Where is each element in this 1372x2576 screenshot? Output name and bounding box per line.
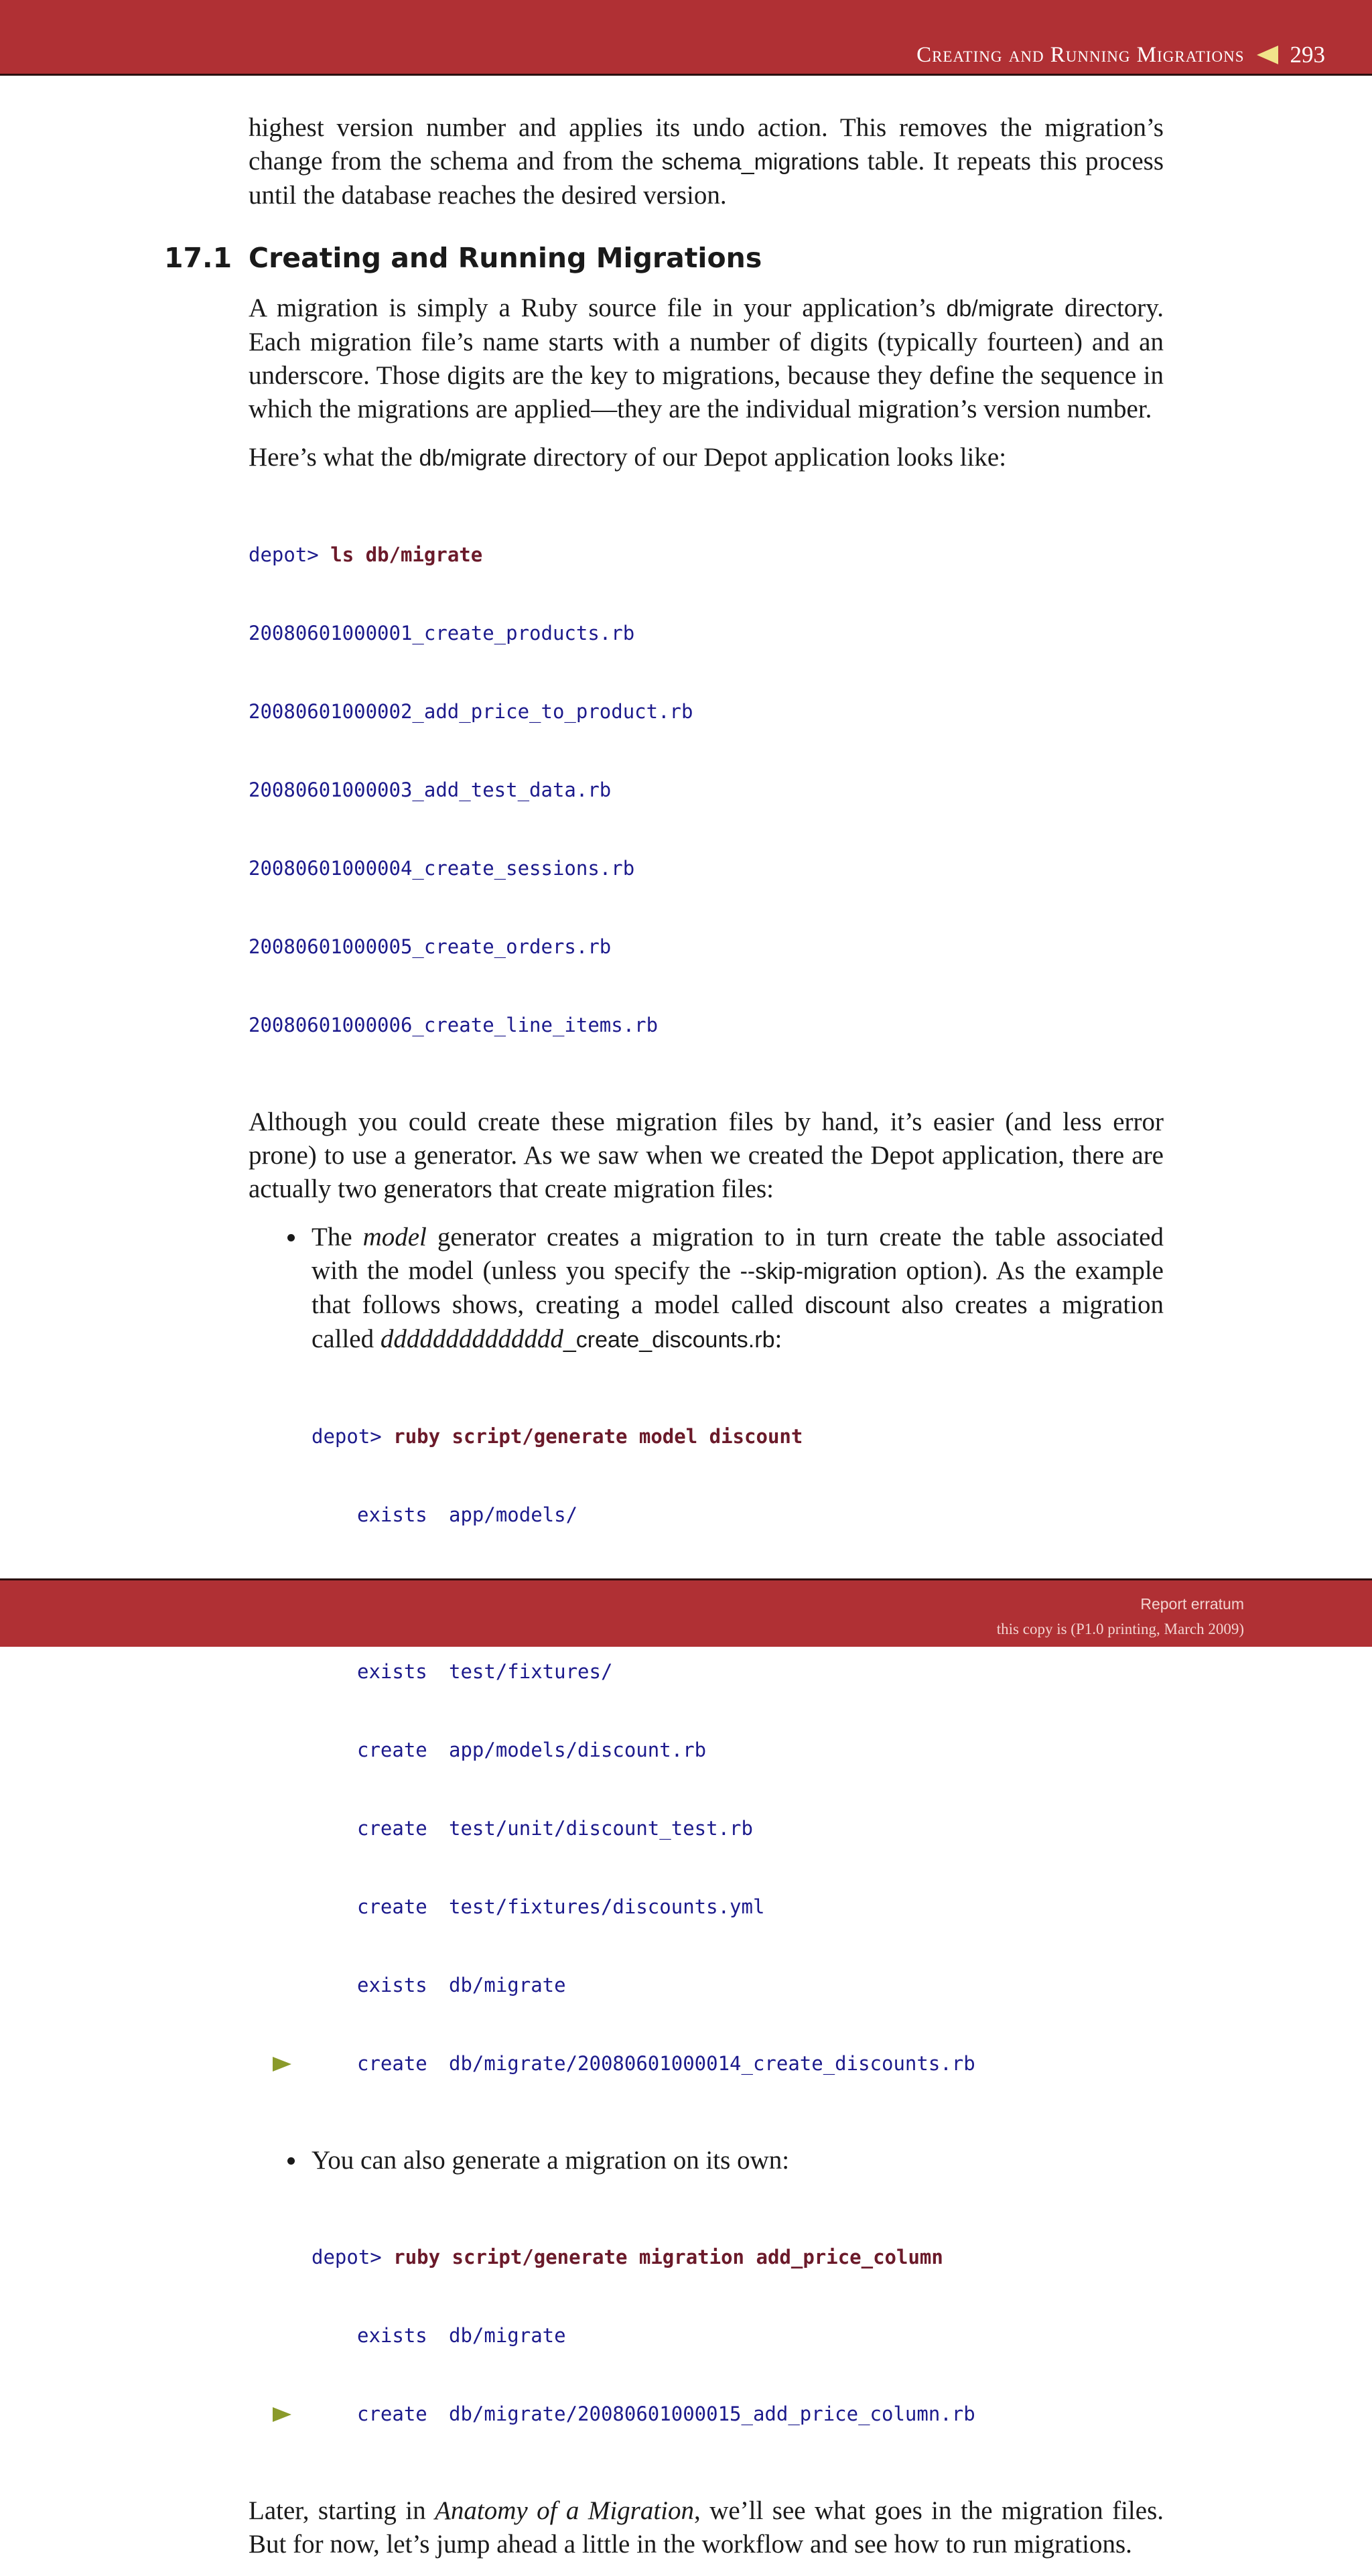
generator-verb: exists bbox=[357, 1974, 427, 1996]
generator-verb: create bbox=[357, 2402, 427, 2425]
anatomy-link-text[interactable]: Anatomy of a Migration bbox=[435, 2496, 695, 2525]
code-line bbox=[312, 1816, 1164, 1842]
code-line-highlighted bbox=[312, 2051, 1164, 2077]
running-head bbox=[916, 42, 1325, 68]
schema-migrations-term: schema_migrations bbox=[661, 149, 860, 175]
paragraph-2 bbox=[249, 441, 1164, 475]
section-heading bbox=[164, 239, 1164, 277]
bullet1-text-4: also creates a migration called bbox=[312, 1290, 1164, 1353]
prompt: depot> bbox=[312, 1425, 382, 1448]
code-line bbox=[312, 1424, 1164, 1450]
para2-text-1: Here’s what the bbox=[249, 443, 419, 472]
code-line bbox=[249, 620, 1164, 647]
generator-path: db/migrate/20080601000014_create_discounts.rb bbox=[449, 2052, 975, 2075]
model-term: model bbox=[362, 1223, 427, 1251]
copy-note: this copy is (P1.0 printing, March 2009) bbox=[996, 1621, 1244, 1637]
section-number: 17.1 bbox=[164, 242, 232, 274]
intro-text-2: table. It repeats this process until the database reaches the desired version. bbox=[249, 147, 1164, 210]
bullet-list bbox=[312, 1221, 1164, 2480]
running-title: Creating and Running Migrations bbox=[916, 42, 1245, 67]
digits-placeholder: dddddddddddddd bbox=[380, 1325, 563, 1353]
generator-verb: create bbox=[357, 1817, 427, 1840]
migration-file: 20080601000006_create_line_items.rb bbox=[249, 1014, 659, 1036]
header-band bbox=[0, 0, 1372, 76]
code-line bbox=[249, 1012, 1164, 1038]
command: ruby script/generate migration add_price_column bbox=[393, 2246, 943, 2268]
code-line bbox=[249, 542, 1164, 568]
generator-path: db/migrate bbox=[449, 1974, 566, 1996]
prompt: depot> bbox=[249, 543, 319, 566]
code-line bbox=[312, 1972, 1164, 1998]
migration-file: 20080601000005_create_orders.rb bbox=[249, 935, 612, 958]
code-line bbox=[249, 777, 1164, 803]
prompt: depot> bbox=[312, 2246, 382, 2268]
highlight-arrow-icon bbox=[273, 2057, 291, 2072]
code-listing-generate-model bbox=[312, 1371, 1164, 2129]
generator-path: app/models/discount.rb bbox=[449, 1739, 707, 1761]
code-listing-generate-migration bbox=[312, 2192, 1164, 2480]
paragraph-3: Although you could create these migration files by hand, it’s easier (and less error prone) to use a generator. As we saw when we created the Depot application, there are actually two generators that create migration files: bbox=[249, 1107, 1164, 1203]
bullet-1-text bbox=[312, 1221, 1164, 1357]
db-migrate-term: db/migrate bbox=[946, 296, 1054, 322]
bullet1-text-2: generator creates a migration to in turn create the table associated with the model (unless you specify the bbox=[312, 1223, 1164, 1285]
bullet1-text-1: The bbox=[312, 1223, 363, 1251]
bullet-2-text: You can also generate a migration on its own: bbox=[312, 2146, 790, 2175]
generator-path: db/migrate/20080601000015_add_price_column.rb bbox=[449, 2402, 975, 2425]
code-listing-ls bbox=[249, 490, 1164, 1091]
skip-migration-option: --skip-migration bbox=[740, 1259, 897, 1284]
page-content bbox=[164, 111, 1164, 2576]
generator-verb: exists bbox=[357, 2324, 427, 2347]
bullet-item-model-generator bbox=[312, 1221, 1164, 2129]
report-erratum-link[interactable]: Report erratum bbox=[1140, 1595, 1244, 1613]
migration-file: 20080601000002_add_price_to_product.rb bbox=[249, 700, 693, 723]
migration-file: 20080601000003_add_test_data.rb bbox=[249, 778, 612, 801]
bullet-icon bbox=[287, 1234, 295, 1241]
code-line bbox=[249, 856, 1164, 882]
bullet-icon bbox=[287, 2157, 295, 2165]
generator-verb: exists bbox=[357, 1660, 427, 1683]
code-line bbox=[312, 2244, 1164, 2270]
intro-paragraph bbox=[249, 111, 1164, 212]
migration-file: 20080601000004_create_sessions.rb bbox=[249, 857, 635, 880]
generator-verb: create bbox=[357, 1895, 427, 1918]
code-line bbox=[312, 2323, 1164, 2349]
code-line bbox=[312, 1502, 1164, 1528]
page-number: 293 bbox=[1290, 42, 1325, 68]
para2-text-2: directory of our Depot application looks like: bbox=[527, 443, 1007, 472]
code-line bbox=[249, 699, 1164, 725]
paragraph-4 bbox=[249, 2494, 1164, 2561]
left-triangle-icon bbox=[1257, 46, 1278, 64]
generator-verb: exists bbox=[357, 1503, 427, 1526]
bullet-item-migration-generator bbox=[312, 2144, 1164, 2480]
create-discounts-filename: _create_discounts.rb bbox=[563, 1327, 775, 1353]
para1-text-2: directory. Each migration file’s name starts with a number of digits (typically fourteen) and an underscore. Those digits are the key to migrations, because they define the sequence in which the migrations are applied—they are the individual migration’s version number. bbox=[249, 293, 1164, 423]
bullet1-text-5: : bbox=[774, 1325, 782, 1353]
para1-text-1: A migration is simply a Ruby source file in your application’s bbox=[249, 293, 947, 322]
code-line-highlighted bbox=[312, 2401, 1164, 2427]
para4-text-1: Later, starting in bbox=[249, 2496, 435, 2525]
footer-band bbox=[0, 1578, 1372, 1647]
generator-verb: create bbox=[357, 1739, 427, 1761]
discount-term: discount bbox=[805, 1293, 890, 1318]
generator-path: test/fixtures/discounts.yml bbox=[449, 1895, 765, 1918]
code-line bbox=[249, 934, 1164, 960]
para4-text-2: , we’ll see what goes in the migration files. But for now, let’s jump ahead a little in the workflow and see how to run migrations. bbox=[249, 2496, 1164, 2559]
code-line bbox=[312, 1894, 1164, 1920]
generator-path: test/unit/discount_test.rb bbox=[449, 1817, 753, 1840]
code-line bbox=[312, 1659, 1164, 1685]
bullet1-text-3: option). As the example that follows shows, creating a model called bbox=[312, 1256, 1164, 1319]
section-title: Creating and Running Migrations bbox=[249, 242, 762, 274]
paragraph-1 bbox=[249, 291, 1164, 426]
generator-verb: create bbox=[357, 2052, 427, 2075]
migration-file: 20080601000001_create_products.rb bbox=[249, 622, 635, 645]
command: ls db/migrate bbox=[330, 543, 483, 566]
intro-text-1: highest version number and applies its undo action. This removes the migration’s change from the schema and from the bbox=[249, 113, 1164, 176]
command: ruby script/generate model discount bbox=[393, 1425, 803, 1448]
highlight-arrow-icon bbox=[273, 2407, 291, 2422]
code-line bbox=[312, 1737, 1164, 1763]
generator-path: db/migrate bbox=[449, 2324, 566, 2347]
generator-path: app/models/ bbox=[449, 1503, 578, 1526]
generator-path: test/fixtures/ bbox=[449, 1660, 613, 1683]
db-migrate-term: db/migrate bbox=[419, 446, 527, 471]
